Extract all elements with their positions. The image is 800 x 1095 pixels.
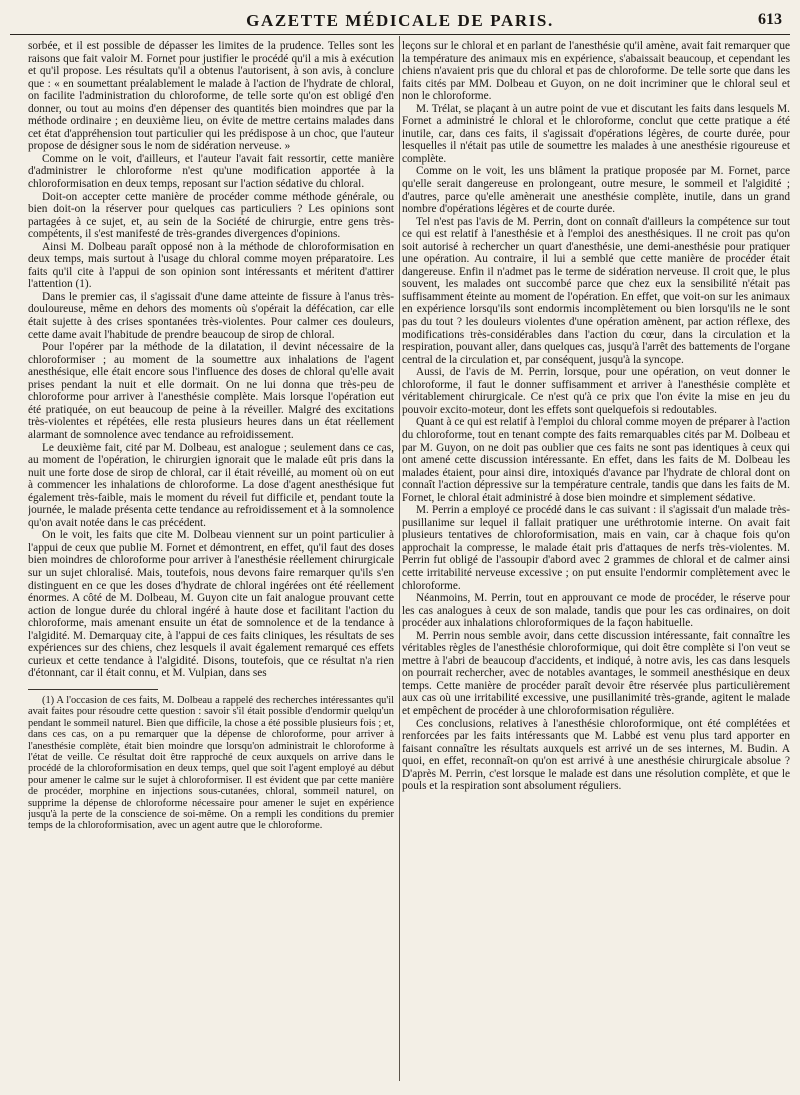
paragraph: Dans le premier cas, il s'agissait d'une dame atteinte de fissure à l'anus très-douloureuse, même en dehors des moments où s'opérait la défécation, car elle était sujette à des crises spontanées très-violentes. Pour calmer ces douleurs, cette dame avait l'habitude de prendre beaucoup de sirop de chloral.	[28, 290, 394, 341]
paragraph: Pour l'opérer par la méthode de la dilatation, il devint nécessaire de la chloroformiser ; au moment de la soumettre aux inhalations de l'agent anesthésique, elle était encore sous l'influence des doses de chloral qu'elle avait prises pendant la nuit et elle dormait. On ne lui donna que très-peu de chloroforme pour arriver à l'anesthésie complète. Mais lorsque l'opération eut été pratiquée, on eut beaucoup de peine à la réveiller. Malgré des excitations très-violentes et répétées, elle resta plusieurs heures dans un état réellement alarmant de somnolence avec tendance au refroidissement.	[28, 341, 394, 441]
paragraph: leçons sur le chloral et en parlant de l'anesthésie qu'il amène, avait fait remarquer que la température des animaux mis en expérience, s'abaissait beaucoup, et cependant les chiens n'avaient pris que du chloral et pas de chloroforme. De telle sorte que dans les faits cités par MM. Dolbeau et Guyon, on ne doit incriminer que le chloral seul et non le chloroforme.	[402, 40, 790, 103]
column-divider	[399, 36, 400, 1081]
paragraph: Doit-on accepter cette manière de procéder comme méthode générale, ou bien doit-on la réserver pour quelques cas particuliers ? Les opinions sont partagées à ce sujet, et, au sein de la Société de chirurgie, entre gens très-compétents, il s'est manifesté de très-grandes divergences d'opinions.	[28, 190, 394, 241]
running-header	[10, 8, 790, 35]
paragraph: Comme on le voit, d'ailleurs, et l'auteur l'avait fait ressortir, cette manière d'administrer le chloroforme n'est qu'une modification apportée à la chloroformisation en deux temps, reposant sur l'action sédative du chloral.	[28, 152, 394, 191]
paragraph: On le voit, les faits que cite M. Dolbeau viennent sur un point particulier à l'appui de ceux que publie M. Fornet et démontrent, en effet, qu'il faut des doses bien moindres de chloroforme pour arriver à l'anesthésie réellement chirurgicale sur un sujet chloralisé. Mais, toutefois, nous devons faire remarquer qu'ils s'en distinguent en ce que les doses d'hydrate de chloral ingérées ont été réellement énormes. A côté de M. Dolbeau, M. Guyon cite un fait analogue prouvant cette action de longue durée du chloral ingéré à haute dose et facilitant l'action du chloroforme, mais amenant ensuite un état de somnolence et de la tendance à l'algidité. M. Demarquay cite, à l'appui de ces faits cliniques, les résultats de ses expériences sur des chiens, chez lesquels il avait également remarqué ces effets curieux et cette tendance à l'algidité. Disons, toutefois, que ce résultat n'a rien d'étonnant, car il était connu, et M. Vulpian, dans ses	[28, 529, 394, 680]
paragraph: sorbée, et il est possible de dépasser les limites de la prudence. Telles sont les raisons que fait valoir M. Fornet pour justifier le procédé qu'il a mis à exécution et qu'il propose. Les résultats qu'il a obtenus l'autorisent, à son avis, à conclure que : « en soumettant préalablement le malade à l'action de l'hydrate de chloral, on facilite l'administration du chloroforme, de telle sorte qu'on est obligé d'en donner, ou tout au moins d'en dépenser des quantités bien moindres que par la méthode ordinaire ; en deuxième lieu, on évite de mettre certains malades dans cet état d'appréhension tout particulier qui les prédispose à un choc, que l'auteur propose de désigner sous le nom de sidération nerveuse. »	[28, 40, 394, 153]
paragraph: M. Perrin nous semble avoir, dans cette discussion intéressante, fait connaître les véritables règles de l'anesthésie chloroformique, qui doit être complète si l'on veut se mettre à l'abri de beaucoup d'accidents, et indiqué, à notre avis, les cas dans lesquels on pourrait rechercher, avec de notables avantages, le sommeil anesthésique en deux temps. Cette manière de procéder paraît devoir être réservée plus particulièrement aux cas où une irritabilité excessive, une pusillanimité très-grande, agitent le malade et empêchent de procéder à une chloroformisation régulière.	[402, 629, 790, 717]
paragraph: Comme on le voit, les uns blâment la pratique proposée par M. Fornet, parce qu'elle serait dangereuse en prolongeant, outre mesure, le sommeil et l'algidité ; d'autres, parce qu'elle amènerait une anesthésie complète, inutile, dans un grand nombre d'opérations légères et de courte durée.	[402, 165, 790, 216]
paragraph: Ainsi M. Dolbeau paraît opposé non à la méthode de chloroformisation en deux temps, mais surtout à l'usage du chloral comme moyen préparatoire. Les faits qu'il cite à l'appui de son opinion sont intéressants et méritent d'attirer l'attention (1).	[28, 240, 394, 291]
paragraph: Aussi, de l'avis de M. Perrin, lorsque, pour une opération, on veut donner le chloroforme, il faut le donner suffisamment et arriver à l'anesthésie complète et véritablement chirurgicale. Ce n'est qu'à ce prix que l'on évite la mise en jeu du pouvoir excito-moteur, dont les effets sont quelquefois si redoutables.	[402, 366, 790, 416]
footnote-text: (1) A l'occasion de ces faits, M. Dolbeau a rappelé des recherches intéressantes qu'il avait faites pour résoudre cette question : savoir s'il était possible d'endormir quelqu'un pendant le sommeil naturel. Bien que difficile, la chose a été possible plusieurs fois ; et, dans ces cas, on a pu remarquer que la dépense de chloroforme, pour arriver à l'anesthésie complète, était bien moindre que lorsqu'on administrait le chloroforme à l'état de veille. Ce résultat doit être rapproché de ceux auxquels on arrive dans le procédé de la chloroformisation en deux temps, quel que soit l'agent employé au début pour amener le calme sur le sujet à chloroformiser. Il est évident que par cette manière de procéder, morphine en injections sous-cutanées, chloral, sommeil naturel, on supprime la dépense de chloroforme nécessaire pour amener le sujet en expérience jusqu'à la perte de la conscience de soi-même. On a rempli les conditions du premier temps de la chloroformisation, avec un agent autre que le chloroforme.	[28, 694, 394, 832]
paragraph: Ces conclusions, relatives à l'anesthésie chloroformique, ont été complétées et renforcées par les faits intéressants que M. Labbé est venu plus tard apporter en faisant connaître les résultats auxquels est arrivé un de ses internes, M. Budin. A quoi, en effet, reconnaît-on qu'on est arrivé à une anesthésie chirurgicale absolue ? D'après M. Perrin, c'est lorsque le malade est dans une résolution complète, et que le pouls et la respiration sont absolument réguliers.	[402, 717, 790, 793]
paragraph: M. Perrin a employé ce procédé dans le cas suivant : il s'agissait d'un malade très-pusillanime sur lequel il fallait pratiquer une uréthrotomie interne. On avait fait plusieurs tentatives de chloroformisation, mais en vain, car à chaque fois qu'on approchait la compresse, le malade était pris d'attaques de nerfs très-violentes. M. Perrin fut obligé de l'assoupir d'abord avec 2 grammes de chloral et de calmer ainsi cette irritabilité nerveuse excessive ; on put ensuite l'endormir complètement avec le chloroforme.	[402, 504, 790, 592]
footnote-separator	[28, 689, 158, 690]
paragraph: Tel n'est pas l'avis de M. Perrin, dont on connaît d'ailleurs la compétence sur tout ce qui est relatif à l'anesthésie et à l'emploi des anesthésiques. Il ne croit pas qu'on soit autorisé à rechercher un quart d'anesthésie, une demi-anesthésie pour pratiquer une opération. Au contraire, il lui a semblé que cette manière de procéder était dangereuse. Enfin il n'admet pas le terme de sidération nerveuse. Il croit que, le plus souvent, les malades ont succombé parce que chez eux la sensibilité n'était pas suffisamment éteinte au moment de l'opération. En effet, que voit-on sur les animaux en expérience lorsqu'ils sont endormis incomplètement ou bien lorsqu'ils ne le sont pas du tout ? les douleurs violentes d'une opération amènent, par action réflexe, des modifications très-considérables dans l'action du cœur, dans la circulation et la respiration, pouvant aller, dans quelques cas, jusqu'à l'arrêt des battements de l'organe central de la circulation et, par conséquent, jusqu'à la syncope.	[402, 215, 790, 366]
page-number: 613	[758, 11, 782, 28]
left-column	[28, 40, 394, 1077]
journal-title: GAZETTE MÉDICALE DE PARIS.	[246, 11, 554, 30]
paragraph: Le deuxième fait, cité par M. Dolbeau, est analogue ; seulement dans ce cas, au moment de l'opération, le chirurgien ignorait que le malade eût pris dans la nuit une forte dose de sirop de chloral, car il était réveillé, au moment où on eut à commencer les inhalations de chloroforme. La dose d'agent anesthésique fut également très-faible, mais le moment du réveil fut difficile et, pendant toute la journée, le malade présenta cette tendance au refroidissement et à la somnolence qu'on avait notée dans le cas précédent.	[28, 441, 394, 529]
paragraph: Quant à ce qui est relatif à l'emploi du chloral comme moyen de préparer à l'action du chloroforme, tout en tenant compte des faits remarquables cités par M. Dolbeau et par M. Guyon, on ne doit pas oublier que ces faits ne sont pas identiques à ceux qui ont amené cette discussion intéressante. En effet, dans les faits de M. Dolbeau les malades étaient, pour ainsi dire, intoxiqués d'avance par l'hydrate de chloral dont on connaît l'action dépressive sur la température centrale, tandis que dans les faits de M. Fornet, le chloral était administré à dose bien moindre et simplement sédative.	[402, 416, 790, 504]
right-column	[402, 40, 790, 1077]
paragraph: M. Trélat, se plaçant à un autre point de vue et discutant les faits dans lesquels M. Fornet a administré le chloral et le chloroforme, conclut que cette pratique a été inutile, car, dans ces faits, il s'agissait d'opérations légères, de courte durée, pour lesquelles il n'était pas utile de soumettre les malades à une anesthésie rigoureuse et complète.	[402, 102, 790, 165]
paragraph: Néanmoins, M. Perrin, tout en approuvant ce mode de procéder, le réserve pour les cas analogues à ceux de son malade, tandis que pour les cas ordinaires, on doit procéder aux inhalations chloroformiques de la façon habituelle.	[402, 592, 790, 630]
footnote	[28, 695, 394, 832]
